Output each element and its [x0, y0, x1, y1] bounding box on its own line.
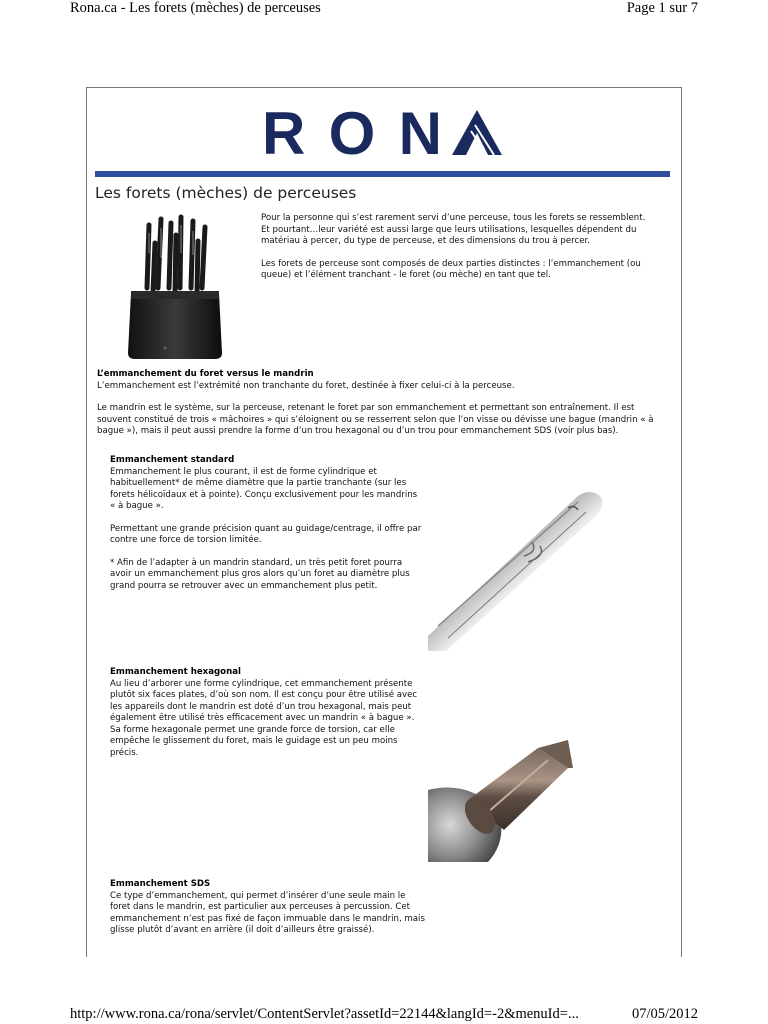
rona-logo — [262, 107, 507, 157]
standard-shank-block — [110, 455, 425, 603]
hexagonal-shank-paragraph-1: Au lieu d’arborer une forme cylindrique, cet emmanchement présente plutôt six faces plates, d’où son nom. Il est conçu pour être utilisé avec les appareils dont le mandrin est doté d’un trou hexagonal, mais peut également être utilisé très efficacement avec un mandrin « à bague ». Sa forme hexagonale permet une grande force de torsion, car elle empêche le glissement du foret, mais le guidage est un peu moins précis. — [110, 678, 418, 758]
intro-paragraph-1: Pour la personne qui s’est rarement servi d’une perceuse, tous les forets se ressemblent. Et pourtant…leur variété est aussi large que leurs utilisations, lesquelles dépendent du matériau à percer, du type de perceuse, et des dimensions du trou à percer. — [261, 213, 646, 246]
standard-shank-image — [428, 486, 608, 651]
standard-shank-heading: Emmanchement standard — [110, 455, 235, 465]
section-paragraph-2: Le mandrin est le système, sur la perceuse, retenant le foret par son emmanchement et permettant son entraînement. Il est souvent constitué de trois « mâchoires » qui s’éloignent ou se resserrent selon que l’on visse ou dévisse une bague (mandrin « à bague »), mais il peut aussi prendre la forme d’un trou hexagonal ou d’un trou pour emmanchement SDS (voir plus bas). — [97, 403, 654, 436]
drill-set-image — [125, 213, 225, 363]
sds-shank-heading: Emmanchement SDS — [110, 879, 211, 889]
sds-shank-block — [110, 879, 425, 948]
standard-shank-paragraph-3: * Afin de l’adapter à un mandrin standard, un très petit foret pourra avoir un emmanchement plus gros alors qu’un foret au diamètre plus grand pourra se retrouver avec un emmanchement plus petit. — [110, 557, 410, 591]
sds-shank-paragraph-1: Ce type d’emmanchement, qui permet d’insérer d’une seule main le foret dans le mandrin, est particulier aux perceuses à percussion. Cet emmanchement n’est pas fixé de façon immuable dans le mandrin, mais glisse plutôt d’avant en arrière (il doit d’ailleurs être graissé). — [110, 890, 425, 935]
print-footer-url: http://www.rona.ca/rona/servlet/ContentServlet?assetId=22144&langId=-2&menuId=... — [70, 1006, 579, 1022]
section-heading: L’emmanchement du foret versus le mandrin — [97, 369, 314, 379]
hexagonal-shank-image — [428, 730, 573, 862]
section-shank-vs-chuck — [97, 369, 657, 449]
standard-shank-paragraph-1: Emmanchement le plus courant, il est de forme cylindrique et habituellement* de même diamètre que la partie tranchante (sur les forets hélicoïdaux et à pointe). Conçu exclusivement pour les mandrins « à bague ». — [110, 466, 418, 511]
standard-shank-paragraph-2: Permettant une grande précision quant au guidage/centrage, il offre par contre une force de torsion limitée. — [110, 523, 422, 545]
page-title: Les forets (mèches) de perceuses — [95, 184, 357, 202]
hexagonal-shank-block — [110, 667, 425, 770]
print-footer-date: 07/05/2012 — [631, 1006, 698, 1022]
accent-bar — [95, 171, 670, 177]
hexagonal-shank-heading: Emmanchement hexagonal — [110, 667, 241, 677]
intro-text — [261, 213, 651, 293]
print-footer — [0, 1006, 768, 1024]
print-header — [0, 0, 768, 18]
print-header-page: Page 1 sur 7 — [626, 0, 698, 16]
section-paragraph-1: L’emmanchement est l’extrémité non tranchante du foret, destinée à fixer celui-ci à la perceuse. — [97, 380, 515, 391]
svg-text:RON: RON — [262, 107, 442, 157]
print-header-title: Rona.ca - Les forets (mèches) de perceuses — [70, 0, 321, 16]
intro-paragraph-2: Les forets de perceuse sont composés de deux parties distinctes : l’emmanchement (ou queue) et l’élément tranchant - le foret (ou mèche) en tant que tel. — [261, 258, 641, 280]
